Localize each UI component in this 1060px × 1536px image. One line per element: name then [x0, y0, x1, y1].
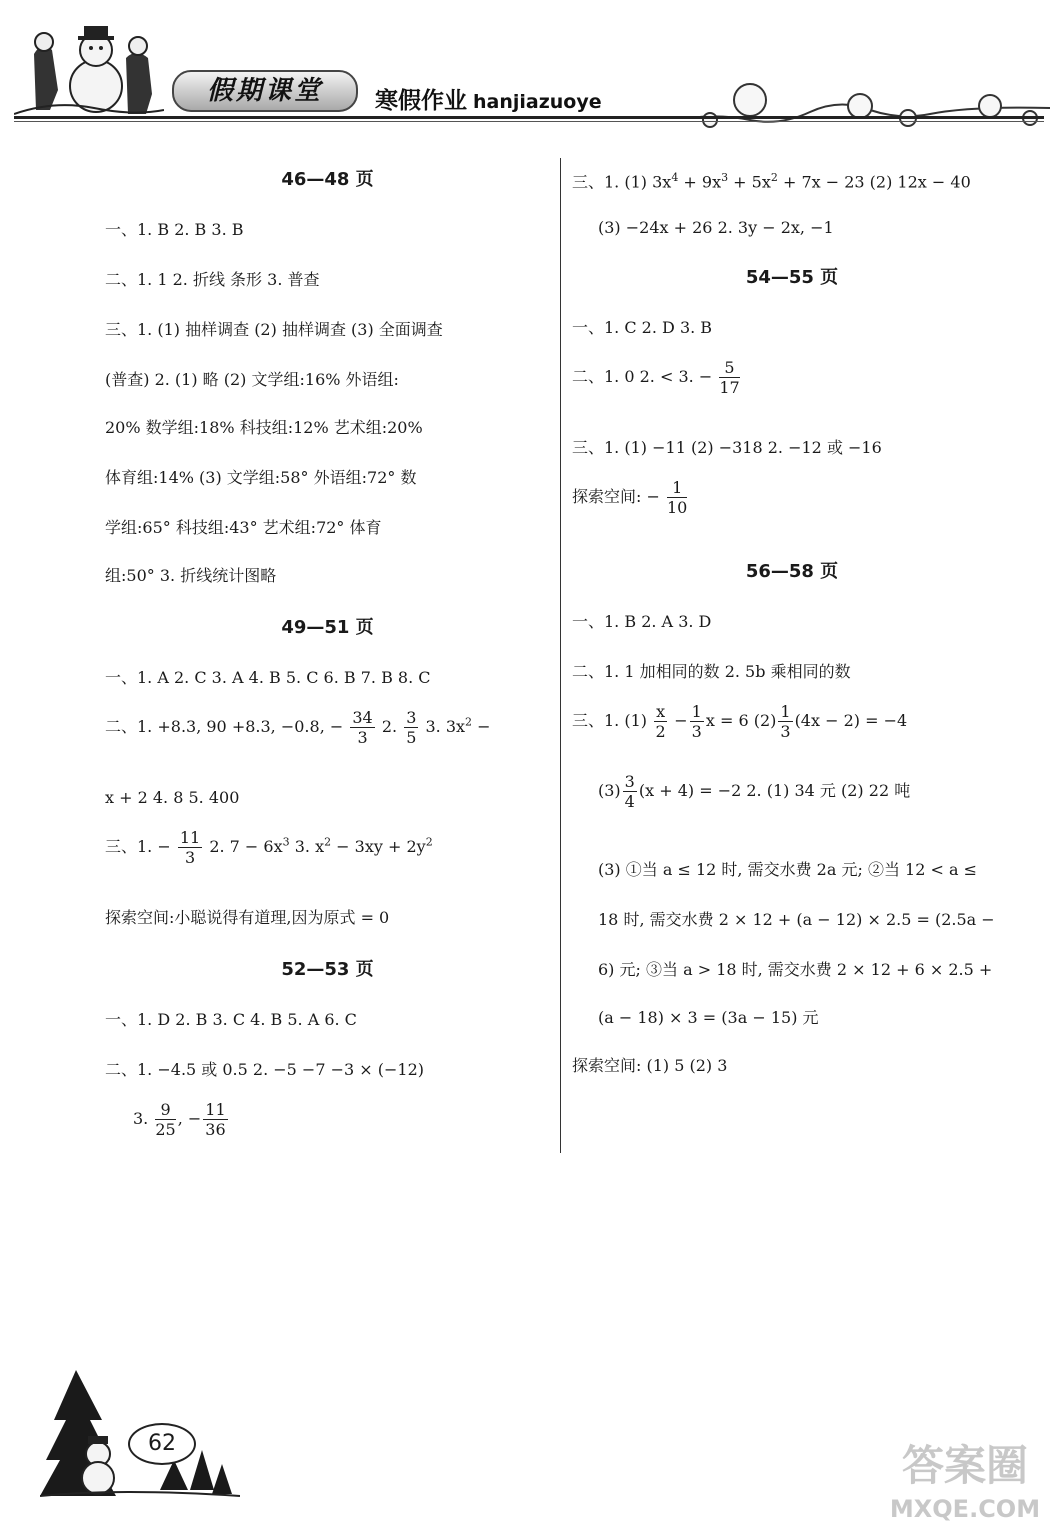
fraction: [155, 1100, 175, 1139]
numerator: 34: [352, 708, 373, 727]
text-part: 3.: [133, 1109, 149, 1128]
watermark-top: 答案圈: [901, 1441, 1028, 1490]
answer-line-fractions: [572, 478, 689, 517]
text-part: −: [472, 717, 491, 736]
text-part: (3): [598, 781, 621, 800]
bead-decoration-icon: [690, 80, 1050, 130]
answer-line: 体育组:14% (3) 文学组:58° 外语组:72° 数: [105, 468, 417, 487]
text-part: 3. x: [294, 837, 325, 856]
text-part: + 5x: [728, 172, 771, 192]
text-part: 2.: [381, 717, 398, 736]
answer-line: 二、1. −4.5 或 0.5 2. −5 −7 −3 × (−12): [105, 1060, 425, 1079]
exponent: 2: [425, 835, 433, 849]
answer-line: x + 2 4. 8 5. 400: [105, 788, 240, 807]
answer-line: 一、1. C 2. D 3. B: [572, 318, 713, 337]
denominator: 3: [780, 722, 791, 741]
subtitle-latin: hanjiazuoye: [473, 91, 602, 113]
denominator: 36: [205, 1120, 226, 1139]
text-part: 2. 7 − 6x: [209, 837, 283, 856]
text-part: 二、1. 0 2. < 3. −: [572, 367, 713, 386]
fraction: [203, 1100, 227, 1139]
numerator: 1: [780, 702, 791, 721]
denominator: 3: [691, 722, 702, 741]
answer-line-powers: [572, 168, 971, 192]
subtitle-chinese: 寒假作业: [375, 88, 467, 114]
answer-line: 6) 元; ③当 a > 18 时, 需交水费 2 × 12 + 6 × 2.5 +: [598, 960, 993, 979]
text-part: 3. 3x: [425, 717, 466, 736]
answer-line-fractions: [572, 702, 907, 741]
fraction: [719, 358, 739, 397]
exponent: 4: [671, 171, 679, 184]
exponent: 2: [465, 715, 473, 729]
column-divider: [560, 158, 561, 1153]
section-title-54-55: 54—55 页: [745, 267, 839, 288]
denominator: 4: [624, 792, 635, 811]
answer-line: 一、1. B 2. B 3. B: [105, 220, 244, 239]
fraction: [690, 702, 704, 741]
fraction: [178, 828, 202, 867]
text-part: 三、1. −: [105, 837, 171, 856]
answer-line: 三、1. (1) −11 (2) −318 2. −12 或 −16: [572, 438, 882, 457]
numerator: 9: [155, 1100, 175, 1120]
text-part: 二、1. +8.3, 90 +8.3, −0.8, −: [105, 717, 344, 736]
exponent: 3: [282, 835, 290, 849]
numerator: 3: [406, 708, 417, 727]
answer-line: 探索空间:小聪说得有道理,因为原式 = 0: [105, 908, 390, 927]
page-number: 62: [128, 1423, 196, 1465]
section-title-52-53: 52—53 页: [281, 959, 374, 980]
section-title-46-48: 46—48 页: [281, 169, 374, 190]
answer-line: (3) −24x + 26 2. 3y − 2x, −1: [598, 218, 834, 237]
answer-line: 一、1. D 2. B 3. C 4. B 5. A 6. C: [105, 1010, 357, 1029]
text-part: + 9x: [678, 172, 722, 192]
fraction: [404, 708, 418, 747]
denominator: 3: [184, 848, 196, 867]
answer-line: 探索空间: (1) 5 (2) 3: [572, 1056, 728, 1075]
denominator: 5: [406, 728, 417, 747]
fraction: [623, 772, 637, 811]
denominator: 25: [155, 1120, 176, 1139]
snowman-kids-illustration-icon: [14, 14, 164, 116]
answer-line: 学组:65° 科技组:43° 艺术组:72° 体育: [105, 518, 382, 537]
numerator: x: [656, 702, 666, 721]
numerator: 3: [624, 772, 635, 791]
text-part: , −: [177, 1109, 202, 1128]
denominator: 10: [666, 498, 688, 517]
watermark-bottom: MXQE.COM: [889, 1495, 1041, 1523]
numerator: 1: [667, 478, 687, 498]
answer-line: 二、1. 1 2. 折线 条形 3. 普查: [105, 270, 320, 289]
page-header: [0, 0, 1060, 150]
exponent: 2: [324, 835, 332, 849]
header-rule-thin: [14, 121, 1044, 122]
numerator: 1: [691, 702, 702, 721]
text-part: x = 6 (2): [705, 711, 777, 730]
answer-line: 组:50° 3. 折线统计图略: [105, 566, 277, 585]
answer-line: 18 时, 需交水费 2 × 12 + (a − 12) × 2.5 = (2.5a −: [598, 910, 995, 929]
text-part: (4x − 2) = −4: [794, 711, 908, 730]
answer-line: 20% 数学组:18% 科技组:12% 艺术组:20%: [105, 418, 423, 437]
text-part: −: [669, 711, 688, 730]
section-title-49-51: 49—51 页: [281, 617, 374, 638]
answer-line: 一、1. A 2. C 3. A 4. B 5. C 6. B 7. B 8. C: [105, 668, 431, 687]
denominator: 3: [357, 728, 368, 747]
answer-line-fractions: [133, 1100, 230, 1139]
section-title-56-58: 56—58 页: [745, 561, 839, 582]
fraction: [654, 702, 667, 741]
header-subtitle: [375, 82, 602, 115]
exponent: 3: [721, 171, 729, 184]
text-part: − 3xy + 2y: [331, 837, 426, 856]
answer-line-fractions: [105, 828, 433, 867]
text-part: (x + 4) = −2 2. (1) 34 元 (2) 22 吨: [638, 781, 911, 800]
answer-line: 一、1. B 2. A 3. D: [572, 612, 712, 631]
denominator: 2: [655, 722, 666, 741]
numerator: 5: [719, 358, 739, 378]
fraction: [350, 708, 374, 747]
answer-line: (普查) 2. (1) 略 (2) 文学组:16% 外语组:: [105, 370, 399, 389]
header-rule: [14, 116, 1044, 119]
text-part: 三、1. (1): [572, 711, 648, 730]
answer-line-fractions: [598, 772, 910, 811]
exponent: 2: [770, 171, 778, 184]
banner-title: 假期课堂: [172, 70, 358, 112]
fraction: [667, 478, 687, 517]
denominator: 17: [719, 378, 740, 397]
fraction: [778, 702, 792, 741]
numerator: 11: [179, 828, 201, 847]
text-part: 三、1. (1) 3x: [572, 172, 672, 192]
watermark: [880, 1440, 1050, 1530]
answer-line-fractions: [105, 708, 491, 747]
text-part: + 7x − 23 (2) 12x − 40: [777, 172, 971, 192]
answer-line: 三、1. (1) 抽样调查 (2) 抽样调查 (3) 全面调查: [105, 320, 443, 339]
text-part: 探索空间: −: [572, 487, 660, 506]
answer-line-fractions: [572, 358, 742, 397]
answer-line: (3) ①当 a ≤ 12 时, 需交水费 2a 元; ②当 12 < a ≤: [598, 860, 977, 879]
answer-line: (a − 18) × 3 = (3a − 15) 元: [598, 1008, 819, 1027]
numerator: 11: [205, 1100, 226, 1119]
answer-line: 二、1. 1 加相同的数 2. 5b 乘相同的数: [572, 662, 851, 681]
